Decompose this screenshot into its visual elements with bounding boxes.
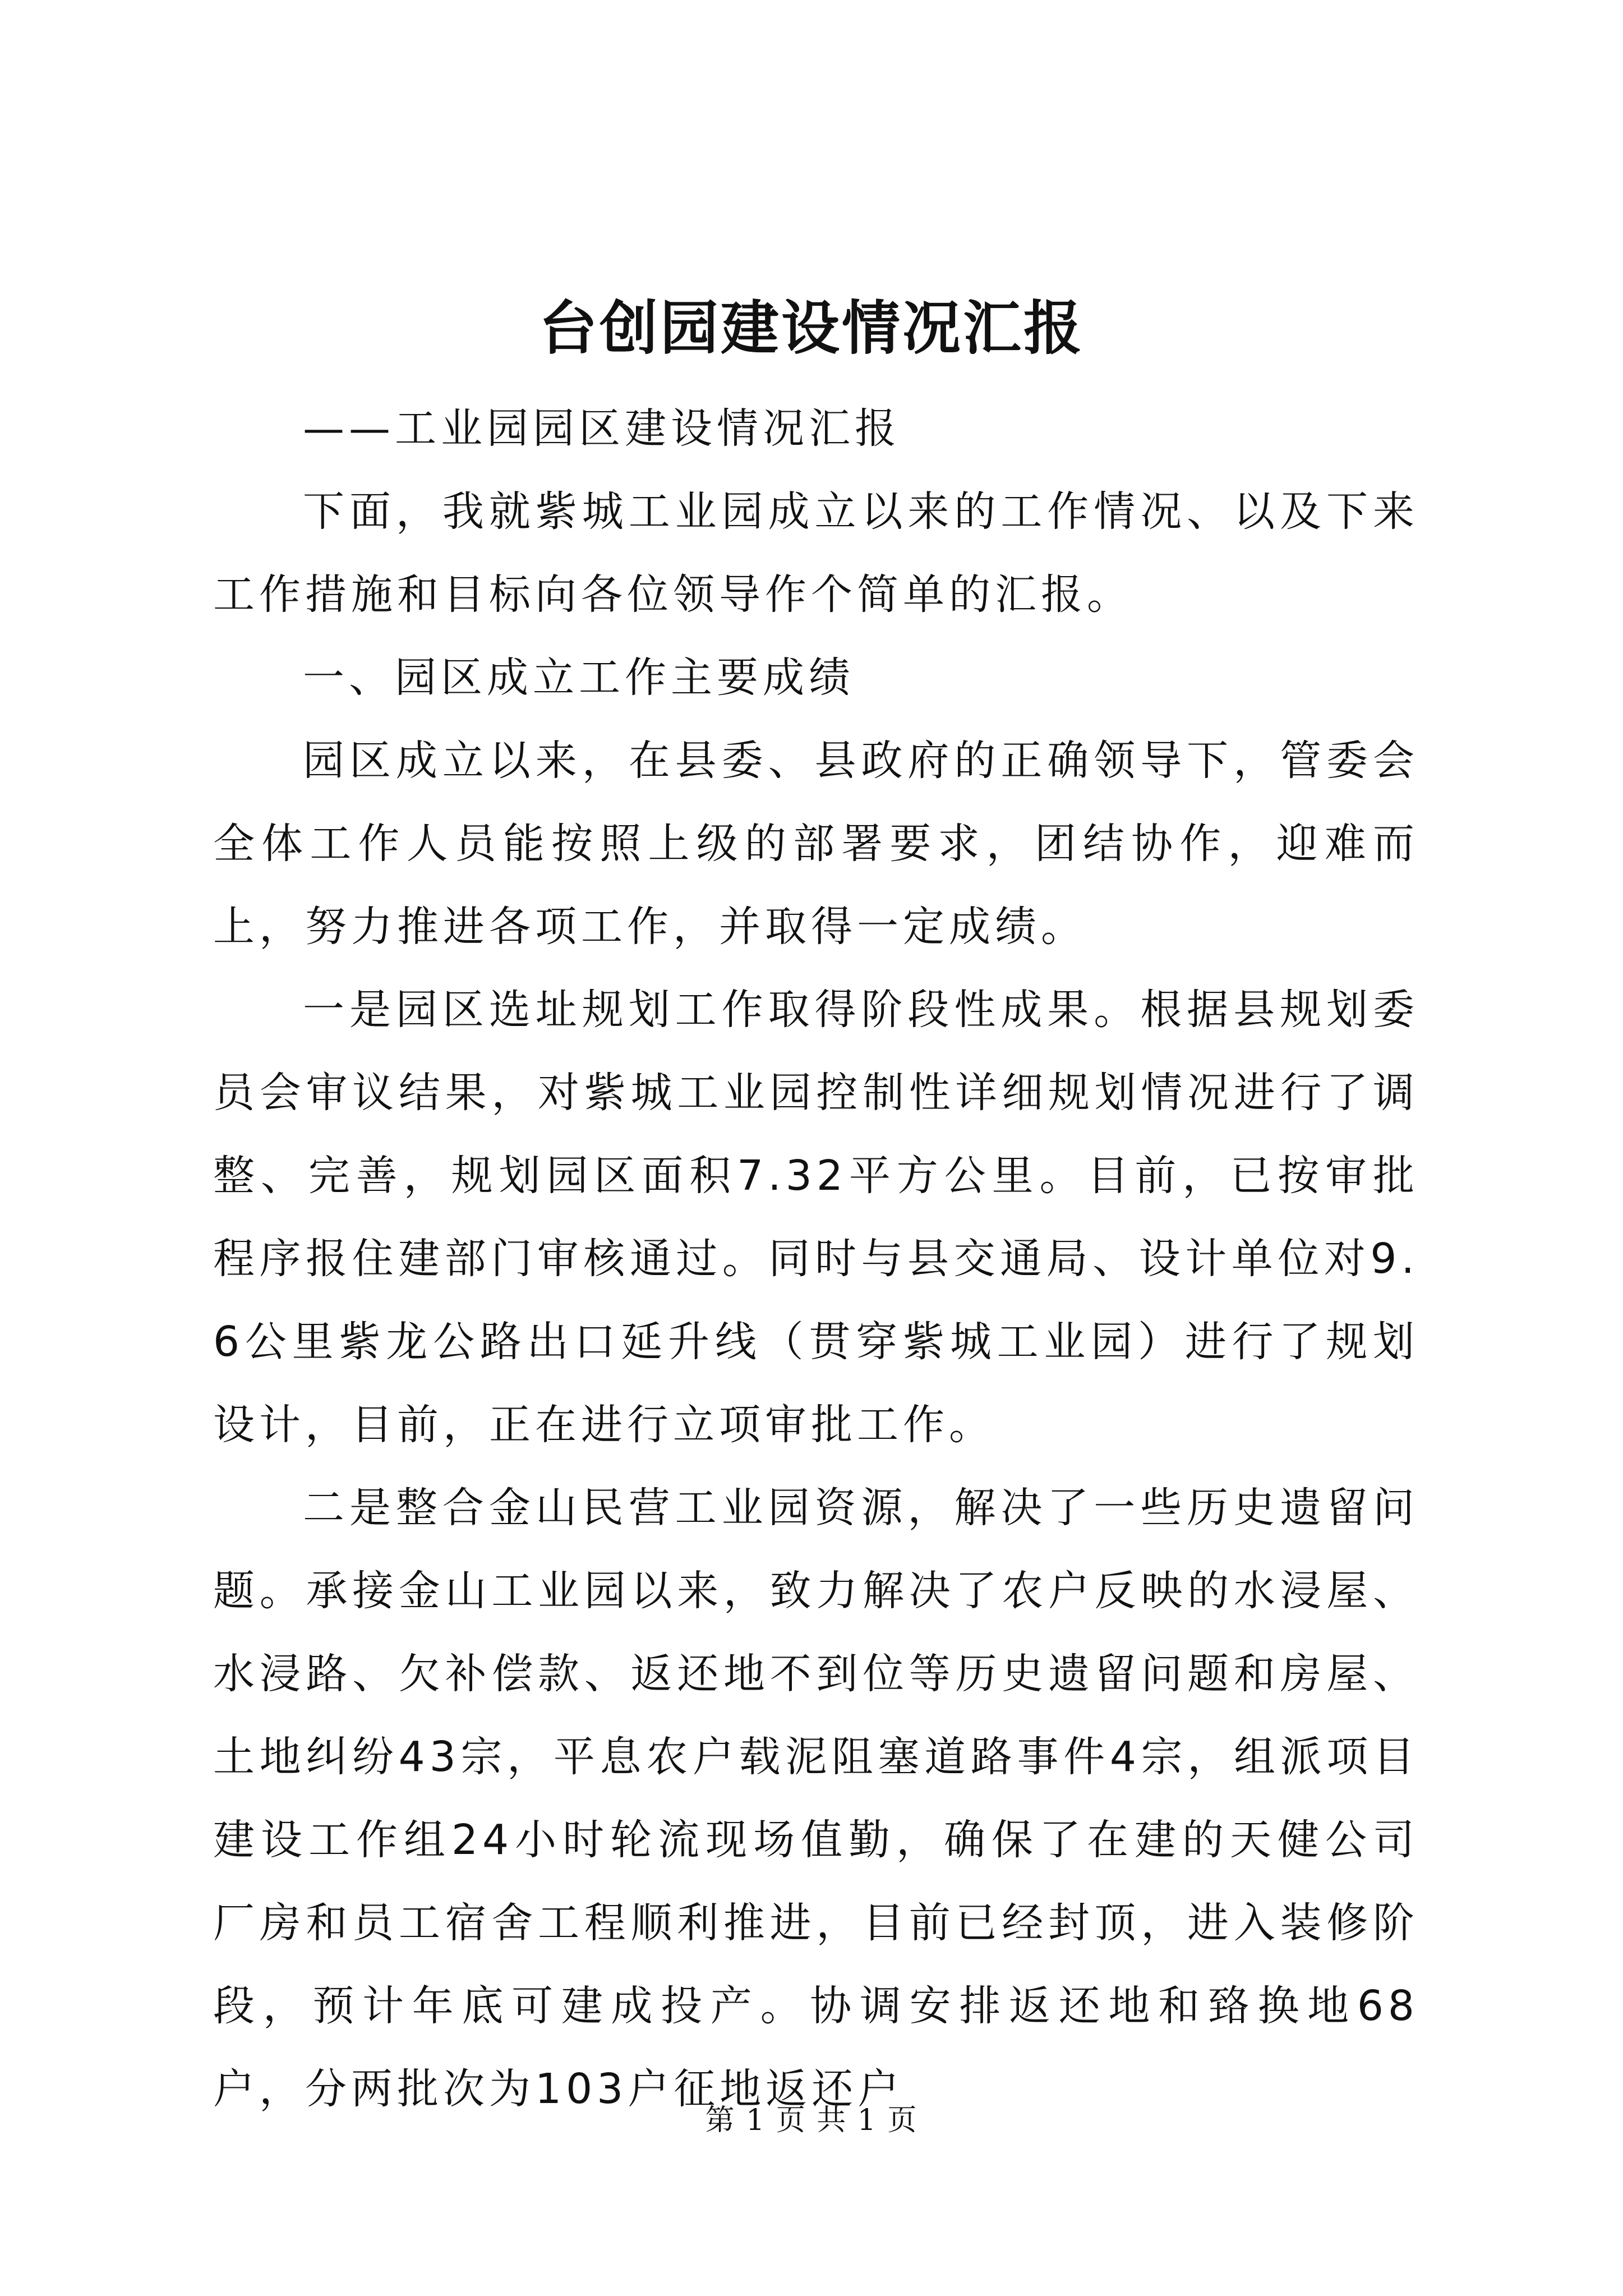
- achievement-paragraph: 园区成立以来，在县委、县政府的正确领导下，管委会全体工作人员能按照上级的部署要求，团结协作，迎难而上，努力推进各项工作，并取得一定成绩。: [213, 737, 1419, 951]
- integration-paragraph: 二是整合金山民营工业园资源，解决了一些历史遗留问题。承接金山工业园以来，致力解决了农户反映的水浸屋、水浸路、欠补偿款、返还地不到位等历史遗留问题和房屋、土地纠纷43宗，平息农户载泥阻塞道路事件4宗，组派项目建设工作组24小时轮流现场值勤，确保了在建的天健公司厂房和员工宿舍工程顺利推进，目前已经封顶，进入装修阶段，预计年底可建成投产。协调安排返还地和臵换地68户，分两批次为103户征地返还户: [213, 1484, 1419, 2113]
- document-title: 台创园建设情况汇报: [538, 293, 1084, 362]
- page-number: 第 1 页 共 1 页: [705, 2104, 918, 2137]
- planning-paragraph: 一是园区选址规划工作取得阶段性成果。根据县规划委员会审议结果，对紫城工业园控制性详细规划情况进行了调整、完善，规划园区面积7.32平方公里。目前，已按审批程序报住建部门审核通过。同时与县交通局、设计单位对9.6公里紫龙公路出口延升线（贯穿紫城工业园）进行了规划设计，目前，正在进行立项审批工作。: [213, 986, 1419, 1449]
- document-body: [213, 387, 1419, 2131]
- subtitle-paragraph: ——工业园园区建设情况汇报: [303, 404, 901, 453]
- intro-paragraph: 下面，我就紫城工业园成立以来的工作情况、以及下来工作措施和目标向各位领导作个简单的汇报。: [213, 487, 1419, 619]
- section-heading: 一、园区成立工作主要成绩: [303, 654, 855, 702]
